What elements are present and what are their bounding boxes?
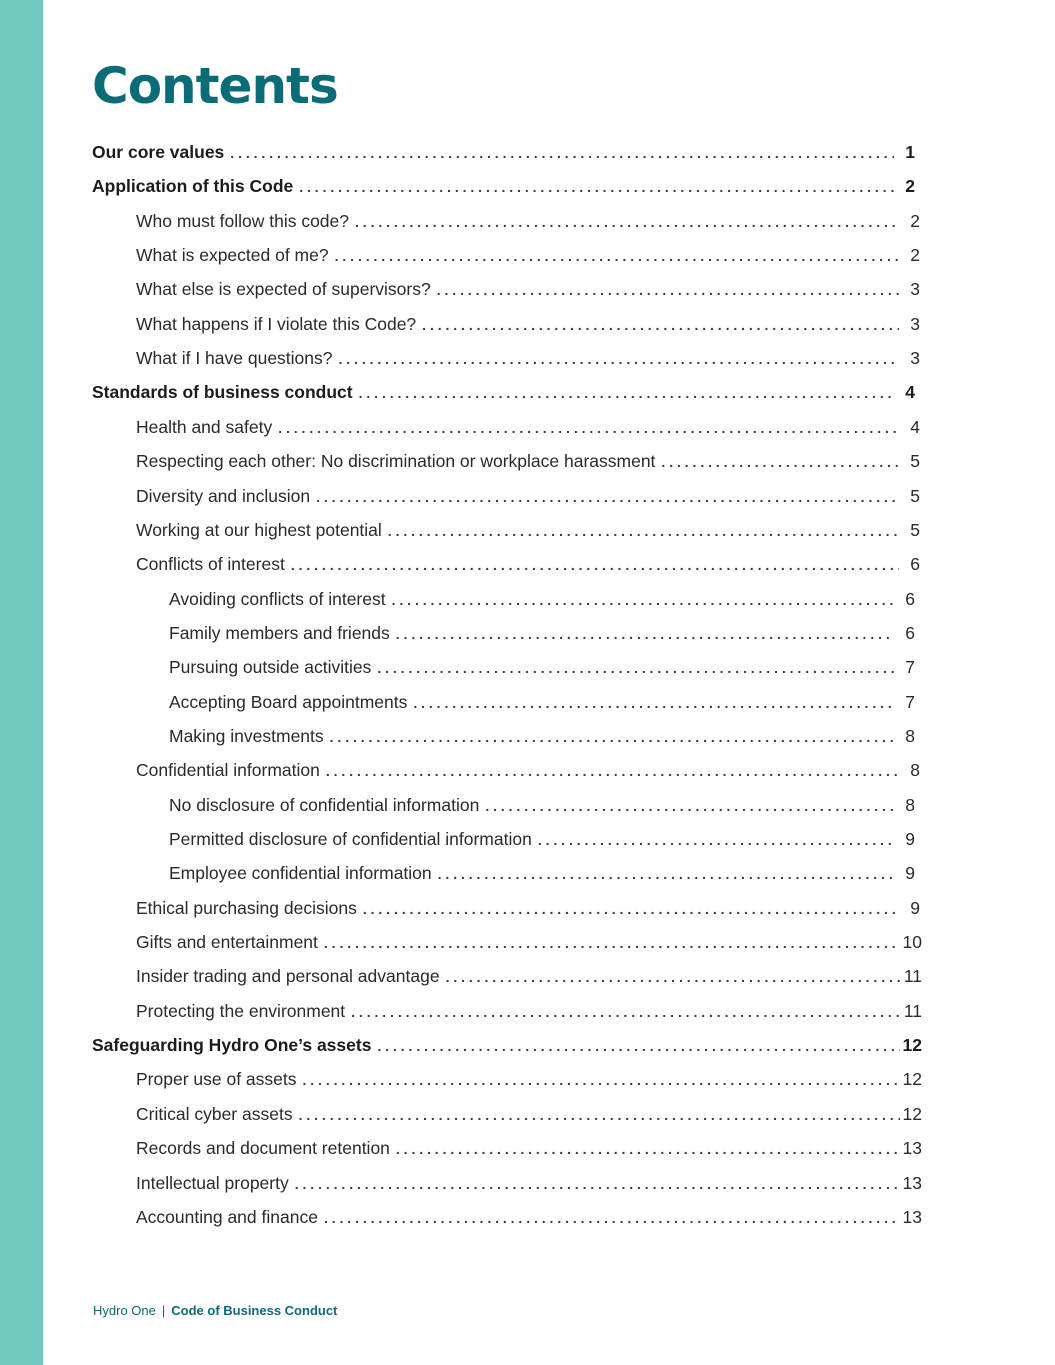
toc-dot-leader xyxy=(446,960,901,993)
toc-dot-leader xyxy=(324,926,900,959)
toc-entry-label: Permitted disclosure of confidential information xyxy=(169,829,532,849)
toc-entry[interactable] xyxy=(136,272,920,306)
toc-entry[interactable] xyxy=(136,1131,922,1165)
toc-entry-label: Diversity and inclusion xyxy=(136,485,311,506)
toc-entry[interactable] xyxy=(92,135,915,169)
toc-entry-label: Pursuing outside activities xyxy=(169,657,372,678)
toc-entry-page-number: 5 xyxy=(910,451,920,472)
toc-entry-label: Respecting each other: No discrimination or workplace harassment xyxy=(136,451,656,472)
toc-dot-leader xyxy=(377,651,894,684)
toc-entry[interactable] xyxy=(169,788,915,822)
toc-dot-leader xyxy=(316,480,899,513)
toc-dot-leader xyxy=(355,205,899,238)
toc-entry-page-number: 12 xyxy=(902,1069,922,1090)
toc-dot-leader xyxy=(299,170,894,203)
toc-entry[interactable] xyxy=(136,204,920,238)
toc-entry-label: Protecting the environment xyxy=(136,1000,346,1021)
toc-entry-page-number: 9 xyxy=(905,863,915,884)
toc-entry[interactable] xyxy=(136,1166,922,1200)
toc-entry[interactable] xyxy=(92,169,915,203)
toc-entry[interactable] xyxy=(169,822,915,856)
toc-entry[interactable] xyxy=(169,616,915,650)
toc-entry-page-number: 3 xyxy=(910,348,920,369)
toc-entry-label: Safeguarding Hydro One’s assets xyxy=(92,1035,372,1056)
toc-dot-leader xyxy=(359,376,894,409)
toc-entry-page-number: 2 xyxy=(910,210,920,231)
toc-dot-leader xyxy=(396,1132,900,1165)
toc-entry-page-number: 3 xyxy=(910,279,920,300)
toc-entry-page-number: 11 xyxy=(903,966,922,987)
toc-dot-leader xyxy=(388,514,899,547)
toc-entry-page-number: 2 xyxy=(905,176,915,197)
toc-dot-leader xyxy=(437,273,899,306)
toc-entry[interactable] xyxy=(136,1097,922,1131)
toc-dot-leader xyxy=(299,1098,900,1131)
toc-entry[interactable] xyxy=(92,375,915,409)
toc-entry-label: What is expected of me? xyxy=(136,245,329,266)
toc-dot-leader xyxy=(330,720,894,753)
toc-entry[interactable] xyxy=(169,685,915,719)
toc-entry[interactable] xyxy=(169,582,915,616)
toc-dot-leader xyxy=(363,892,899,925)
toc-entry-label: Working at our highest potential xyxy=(136,519,382,540)
toc-entry-page-number: 8 xyxy=(905,794,915,815)
toc-entry[interactable] xyxy=(136,753,920,787)
toc-entry-page-number: 2 xyxy=(910,245,920,266)
toc-entry[interactable] xyxy=(136,307,920,341)
toc-entry-label: What if I have questions? xyxy=(136,348,333,369)
toc-entry-page-number: 8 xyxy=(910,760,920,781)
toc-entry[interactable] xyxy=(136,547,920,581)
toc-entry-page-number: 11 xyxy=(903,1000,922,1021)
footer-document-title: Code of Business Conduct xyxy=(171,1303,338,1318)
toc-entry-label: What else is expected of supervisors? xyxy=(136,279,431,300)
toc-entry-page-number: 13 xyxy=(902,1138,922,1159)
page-footer xyxy=(93,1303,337,1318)
toc-dot-leader xyxy=(438,857,894,890)
toc-dot-leader xyxy=(230,136,894,169)
toc-entry-label: Ethical purchasing decisions xyxy=(136,897,357,918)
toc-entry-page-number: 7 xyxy=(905,657,915,678)
toc-dot-leader xyxy=(339,342,900,375)
toc-entry[interactable] xyxy=(136,513,920,547)
toc-dot-leader xyxy=(326,754,899,787)
toc-dot-leader xyxy=(396,617,894,650)
toc-dot-leader xyxy=(351,995,901,1028)
toc-entry[interactable] xyxy=(136,959,922,993)
toc-entry-label: Application of this Code xyxy=(92,176,294,197)
toc-entry-page-number: 6 xyxy=(905,622,915,643)
toc-entry-page-number: 12 xyxy=(902,1035,922,1056)
toc-dot-leader xyxy=(485,789,894,822)
toc-entry-label: Making investments xyxy=(169,725,324,746)
toc-dot-leader xyxy=(278,411,899,444)
toc-dot-leader xyxy=(295,1167,900,1200)
toc-entry[interactable] xyxy=(136,925,922,959)
toc-dot-leader xyxy=(538,823,894,856)
toc-entry-label: Who must follow this code? xyxy=(136,210,350,231)
toc-entry-page-number: 4 xyxy=(905,382,915,403)
page-title: Contents xyxy=(92,57,338,115)
toc-entry-page-number: 5 xyxy=(910,485,920,506)
toc-entry-page-number: 10 xyxy=(902,932,922,953)
toc-entry-page-number: 1 xyxy=(905,142,915,162)
toc-entry[interactable] xyxy=(136,994,922,1028)
toc-entry-label: Our core values xyxy=(92,142,225,162)
toc-entry-label: What happens if I violate this Code? xyxy=(136,313,417,334)
toc-entry-page-number: 6 xyxy=(910,554,920,575)
toc-entry[interactable] xyxy=(169,650,915,684)
toc-entry[interactable] xyxy=(136,891,920,925)
toc-entry[interactable] xyxy=(92,1028,922,1062)
toc-entry-label: Insider trading and personal advantage xyxy=(136,966,440,987)
toc-entry-page-number: 3 xyxy=(910,313,920,334)
toc-entry-page-number: 13 xyxy=(902,1172,922,1193)
toc-entry-page-number: 5 xyxy=(910,519,920,540)
side-color-band xyxy=(0,0,43,1365)
toc-dot-leader xyxy=(422,308,899,341)
toc-entry-page-number: 9 xyxy=(910,897,920,918)
toc-entry-label: Proper use of assets xyxy=(136,1069,297,1090)
toc-dot-leader xyxy=(335,239,899,272)
toc-entry-label: Conflicts of interest xyxy=(136,554,285,575)
toc-entry-page-number: 4 xyxy=(910,416,920,437)
toc-entry[interactable] xyxy=(136,341,920,375)
toc-entry-label: No disclosure of confidential information xyxy=(169,794,480,815)
footer-separator: | xyxy=(161,1303,166,1318)
toc-entry-page-number: 6 xyxy=(905,588,915,609)
toc-dot-leader xyxy=(303,1063,900,1096)
toc-entry[interactable] xyxy=(136,238,920,272)
toc-entry[interactable] xyxy=(136,1062,922,1096)
toc-entry-label: Accepting Board appointments xyxy=(169,691,408,712)
toc-entry[interactable] xyxy=(169,719,915,753)
toc-entry-label: Critical cyber assets xyxy=(136,1103,293,1124)
toc-dot-leader xyxy=(324,1201,900,1234)
toc-entry-page-number: 7 xyxy=(905,691,915,712)
toc-entry-label: Gifts and entertainment xyxy=(136,932,318,953)
toc-entry-page-number: 13 xyxy=(902,1206,922,1227)
toc-dot-leader xyxy=(661,445,899,478)
toc-entry-page-number: 12 xyxy=(902,1103,922,1124)
toc-dot-leader xyxy=(377,1029,899,1062)
toc-entry[interactable] xyxy=(136,1200,922,1234)
toc-entry-label: Avoiding conflicts of interest xyxy=(169,588,386,609)
toc-dot-leader xyxy=(413,686,894,719)
toc-entry-label: Health and safety xyxy=(136,416,273,437)
toc-dot-leader xyxy=(291,548,899,581)
toc-entry-label: Family members and friends xyxy=(169,622,390,643)
toc-entry-page-number: 8 xyxy=(905,725,915,746)
toc-entry-label: Records and document retention xyxy=(136,1138,390,1159)
toc-entry[interactable] xyxy=(136,444,920,478)
toc-entry[interactable] xyxy=(169,856,915,890)
toc-entry-label: Accounting and finance xyxy=(136,1206,318,1227)
toc-entry[interactable] xyxy=(136,410,920,444)
toc-entry[interactable] xyxy=(136,479,920,513)
toc-entry-label: Confidential information xyxy=(136,760,320,781)
toc-dot-leader xyxy=(392,583,894,616)
footer-company: Hydro One xyxy=(93,1303,156,1318)
toc-entry-label: Standards of business conduct xyxy=(92,382,353,403)
toc-entry-label: Intellectual property xyxy=(136,1172,289,1193)
toc-entry-label: Employee confidential information xyxy=(169,863,432,884)
toc-entry-page-number: 9 xyxy=(905,829,915,849)
